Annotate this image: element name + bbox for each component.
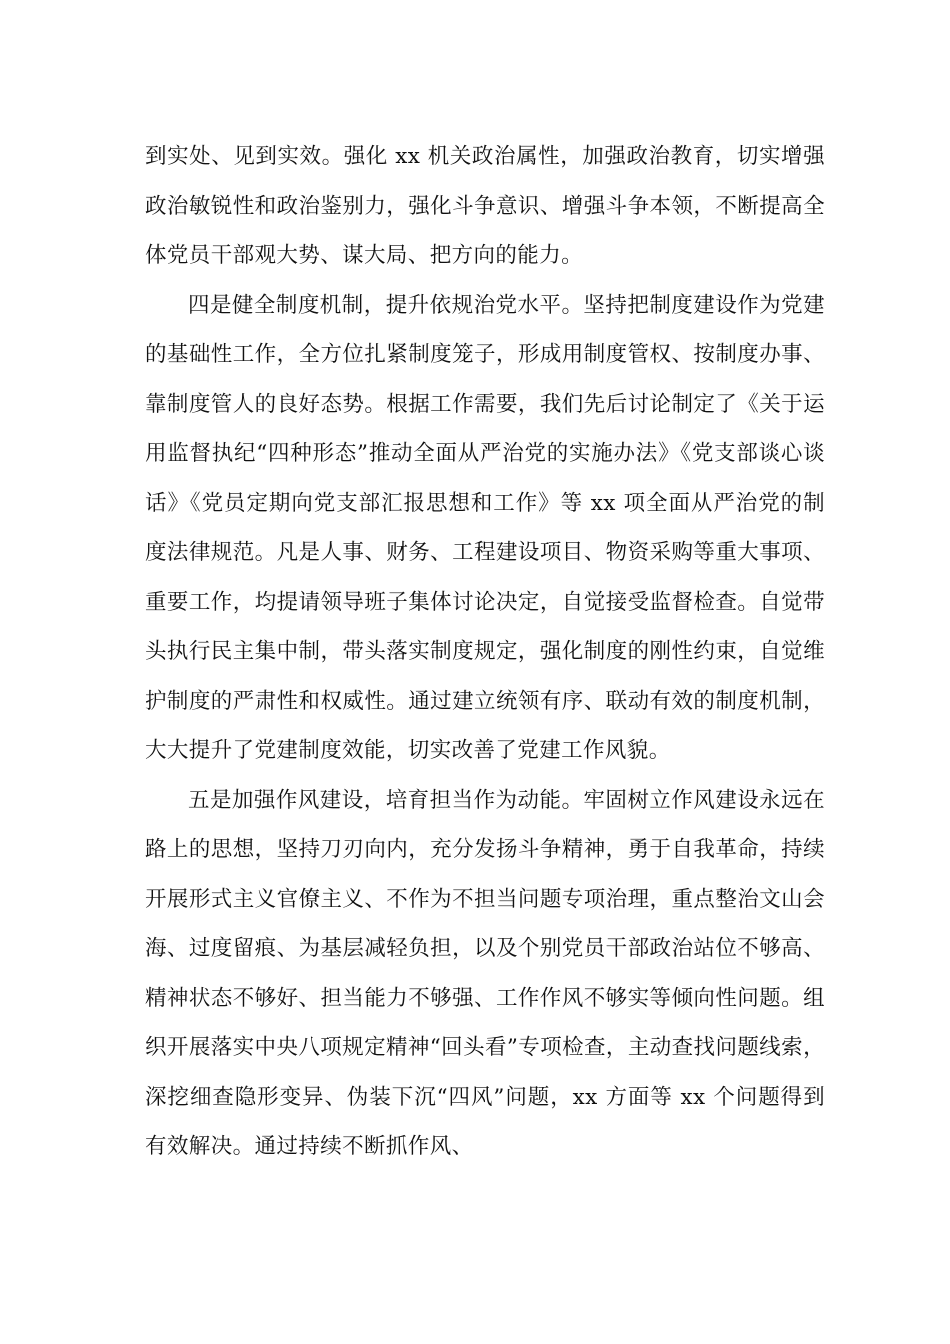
paragraph-continuation: 到实处、见到实效。强化 xx 机关政治属性，加强政治教育，切实增强政治敏锐性和政治鉴别力，强化斗争意识、增强斗争本领，不断提高全体党员干部观大势、谋大局、把方向的能力。 <box>145 144 825 268</box>
document-body <box>145 132 825 1172</box>
paragraph-institution-mechanism: 四是健全制度机制，提升依规治党水平。坚持把制度建设作为党建的基础性工作，全方位扎紧制度笼子，形成用制度管权、按制度办事、靠制度管人的良好态势。根据工作需要，我们先后讨论制定了《关于运用监督执纪“四种形态”推动全面从严治党的实施办法》《党支部谈心谈话》《党员定期向党支部汇报思想和工作》等 xx 项全面从严治党的制度法律规范。凡是人事、财务、工程建设项目、物资采购等重大事项、重要工作，均提请领导班子集体讨论决定，自觉接受监督检查。自觉带头执行民主集中制，带头落实制度规定，强化制度的刚性约束，自觉维护制度的严肃性和权威性。通过建立统领有序、联动有效的制度机制，大大提升了党建制度效能，切实改善了党建工作风貌。 <box>145 292 825 763</box>
paragraph-work-style: 五是加强作风建设，培育担当作为动能。牢固树立作风建设永远在路上的思想，坚持刀刃向内，充分发扬斗争精神，勇于自我革命，持续开展形式主义官僚主义、不作为不担当问题专项治理，重点整治文山会海、过度留痕、为基层减轻负担，以及个别党员干部政治站位不够高、精神状态不够好、担当能力不够强、工作作风不够实等倾向性问题。组织开展落实中央八项规定精神“回头看”专项检查，主动查找问题线索，深挖细查隐形变异、伪装下沉“四风”问题，xx 方面等 xx 个问题得到有效解决。通过持续不断抓作风、 <box>145 787 825 1159</box>
